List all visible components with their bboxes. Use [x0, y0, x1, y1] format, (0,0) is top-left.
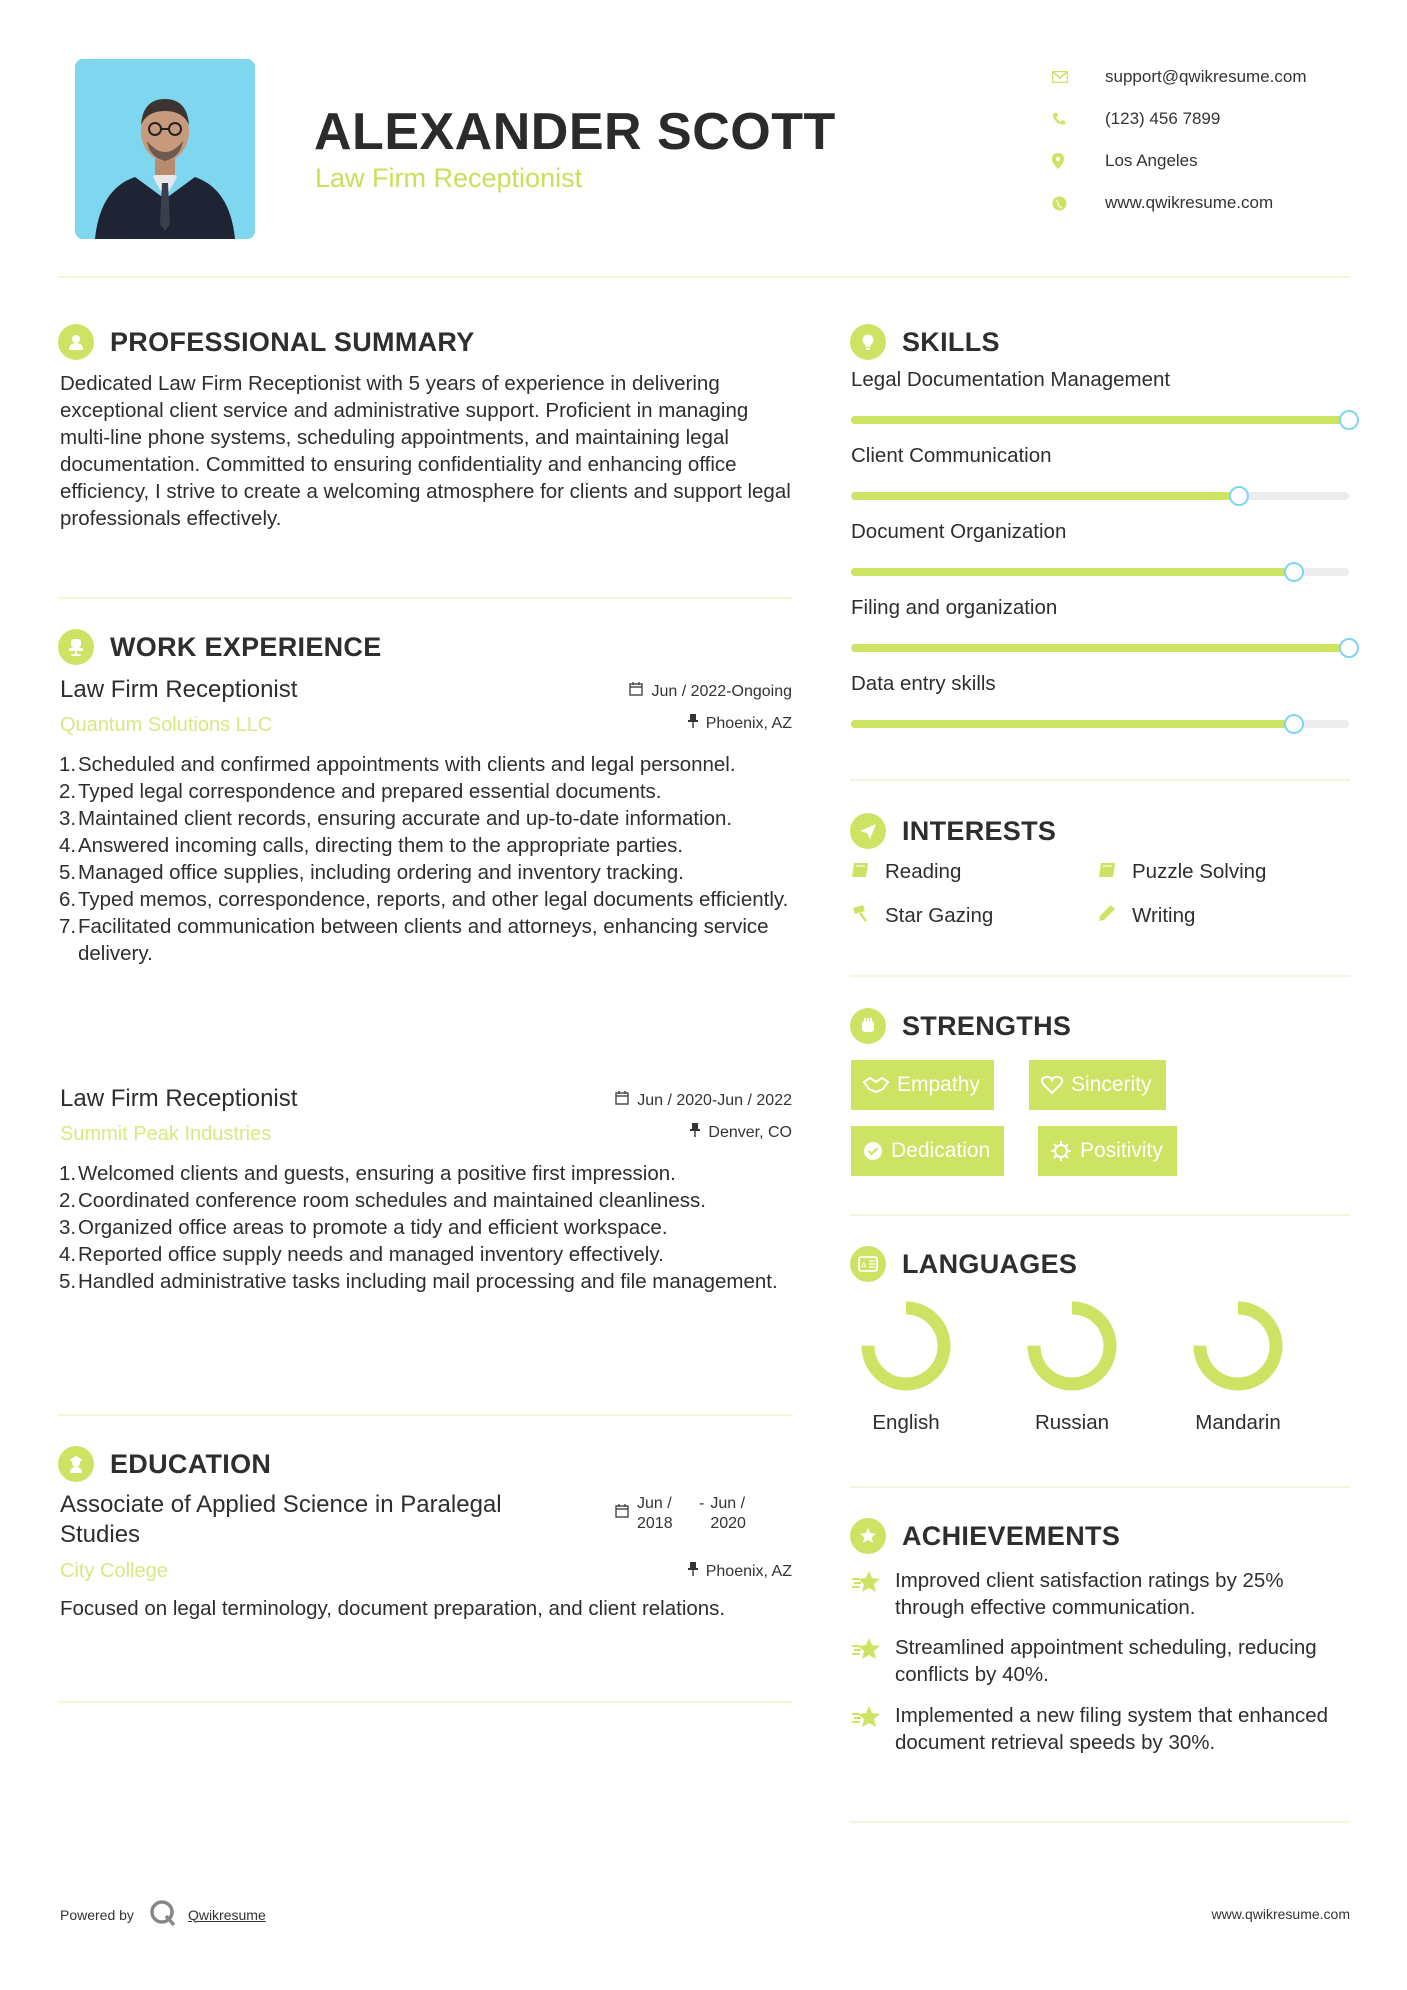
summary-divider — [58, 597, 793, 599]
skill-knob — [1339, 410, 1359, 430]
book-icon — [851, 860, 885, 884]
achievement-text: Improved client satisfaction ratings by 25% through effective communication. — [895, 1569, 1284, 1619]
pencil-icon — [1098, 904, 1132, 928]
book-icon — [1098, 860, 1132, 884]
shooting-star-icon — [851, 1567, 895, 1621]
job-location — [688, 714, 792, 733]
profile-photo — [75, 59, 255, 239]
language-ring — [1024, 1298, 1120, 1394]
footer-powered-by — [60, 1898, 266, 1931]
list-item: Maintained client records, ensuring accurate and up-to-date information. — [78, 807, 733, 830]
language-name: Mandarin — [1195, 1411, 1281, 1434]
strengths-divider — [850, 1214, 1350, 1216]
achievements-divider — [850, 1821, 1350, 1823]
star-badge-icon — [850, 1518, 886, 1554]
calendar-icon — [629, 682, 643, 701]
list-item: Answered incoming calls, directing them to the appropriate parties. — [78, 834, 684, 857]
interest-label: Writing — [1132, 904, 1196, 927]
skill-name: Document Organization — [851, 520, 1067, 543]
list-item: Managed office supplies, including ordering and inventory tracking. — [78, 861, 684, 884]
skill-track — [851, 644, 1349, 652]
skill-name: Client Communication — [851, 444, 1052, 467]
candidate-title: Law Firm Receptionist — [315, 163, 583, 193]
job-date-text: Jun / 2022-Ongoing — [651, 682, 792, 700]
skill-knob — [1339, 638, 1359, 658]
skills-heading — [850, 324, 1000, 360]
job-date — [629, 682, 792, 701]
language-name: Russian — [1034, 1411, 1110, 1434]
skill-item — [851, 368, 1351, 444]
strength-label: Sincerity — [1071, 1073, 1152, 1096]
strength-badge — [851, 1126, 1004, 1176]
skill-track — [851, 416, 1349, 424]
globe-icon — [1052, 196, 1086, 211]
achievements-title: ACHIEVEMENTS — [902, 1520, 1121, 1551]
experience-divider — [58, 1414, 793, 1416]
job-role: Law Firm Receptionist — [60, 676, 298, 703]
lightbulb-icon — [850, 324, 886, 360]
shooting-star-icon — [851, 1702, 895, 1756]
location-pin-icon — [1052, 153, 1086, 169]
contact-list — [1052, 56, 1307, 224]
interests-title: INTERESTS — [902, 815, 1057, 846]
interest-label: Star Gazing — [885, 904, 994, 927]
job-date-text: Jun / 2020-Jun / 2022 — [637, 1091, 792, 1109]
achievements-heading — [850, 1518, 1120, 1554]
strength-label: Dedication — [891, 1139, 991, 1162]
skills-list — [851, 368, 1351, 748]
list-item: Facilitated communication between clients and attorneys, enhancing service delivery. — [78, 915, 769, 965]
powered-by-text: Powered by — [60, 1906, 134, 1923]
strength-label: Positivity — [1080, 1139, 1163, 1162]
list-item: Scheduled and confirmed appointments with clients and legal personnel. — [78, 753, 736, 776]
calendar-icon — [615, 1091, 629, 1110]
list-item: Organized office areas to promote a tidy and efficient workspace. — [78, 1216, 668, 1239]
education-dates — [615, 1494, 766, 1534]
education-title: EDUCATION — [110, 1448, 272, 1479]
education-location-text: Phoenix, AZ — [705, 1562, 792, 1580]
svg-text:A: A — [861, 1261, 867, 1270]
skill-knob — [1284, 714, 1304, 734]
envelope-icon — [1052, 71, 1086, 83]
sun-icon — [1050, 1140, 1072, 1162]
education-heading — [58, 1446, 271, 1482]
skill-name: Filing and organization — [851, 596, 1058, 619]
languages-heading — [850, 1246, 1077, 1282]
translate-icon — [850, 1246, 886, 1282]
list-item: Typed legal correspondence and prepared essential documents. — [78, 780, 662, 803]
contact-email[interactable] — [1052, 56, 1307, 98]
strengths-title: STRENGTHS — [902, 1010, 1072, 1041]
contact-website[interactable] — [1052, 182, 1307, 224]
list-item: Coordinated conference room schedules and maintained cleanliness. — [78, 1189, 706, 1212]
education-end: Jun / 2020 — [710, 1495, 746, 1532]
skill-fill — [851, 416, 1349, 424]
contact-location — [1052, 140, 1307, 182]
skill-name: Data entry skills — [851, 672, 996, 695]
education-entry — [60, 1490, 792, 1622]
job-entry — [60, 676, 792, 967]
skill-fill — [851, 644, 1349, 652]
candidate-name: ALEXANDER SCOTT — [314, 103, 836, 161]
job-company: Summit Peak Industries — [60, 1123, 272, 1145]
job-duties — [60, 751, 792, 967]
strength-label: Empathy — [897, 1073, 980, 1096]
chair-icon — [58, 629, 94, 665]
shooting-star-icon — [851, 1634, 895, 1688]
skills-divider — [850, 779, 1350, 781]
job-date — [615, 1091, 792, 1110]
job-role: Law Firm Receptionist — [60, 1085, 298, 1112]
skill-name: Legal Documentation Management — [851, 368, 1171, 391]
education-school: City College — [60, 1560, 168, 1582]
list-item: Typed memos, correspondence, reports, and other legal documents efficiently. — [78, 888, 789, 911]
strength-badge — [1038, 1126, 1177, 1176]
contact-email-text: support@qwikresume.com — [1105, 67, 1307, 86]
interest-item — [1098, 860, 1266, 884]
graduate-icon — [58, 1446, 94, 1482]
skill-item — [851, 444, 1351, 520]
strength-badge — [851, 1060, 994, 1110]
footer-url[interactable]: www.qwikresume.com — [1211, 1906, 1350, 1922]
heart-icon — [1041, 1075, 1063, 1095]
pushpin-icon — [688, 1562, 698, 1581]
job-entry — [60, 1085, 792, 1295]
skill-fill — [851, 720, 1294, 728]
skill-track — [851, 720, 1349, 728]
education-start: Jun / 2018 — [637, 1495, 673, 1532]
interest-item — [851, 860, 961, 884]
strength-badge — [1029, 1060, 1166, 1110]
language-name: English — [872, 1411, 940, 1434]
contact-phone-text: (123) 456 7899 — [1105, 109, 1221, 128]
check-circle-icon — [863, 1141, 883, 1161]
experience-heading — [58, 629, 382, 665]
summary-heading — [58, 324, 475, 360]
paper-plane-icon — [850, 813, 886, 849]
list-item: Handled administrative tasks including mail processing and file management. — [78, 1270, 778, 1293]
language-item — [1173, 1298, 1303, 1435]
languages-title: LANGUAGES — [902, 1248, 1078, 1279]
contact-website-text: www.qwikresume.com — [1105, 193, 1274, 212]
language-ring — [1190, 1298, 1286, 1394]
interest-label: Reading — [885, 860, 962, 883]
achievement-text: Implemented a new filing system that enhanced document retrieval speeds by 30%. — [895, 1704, 1329, 1754]
contact-location-text: Los Angeles — [1105, 151, 1198, 170]
header-divider — [58, 276, 1350, 278]
job-location-text: Denver, CO — [708, 1123, 792, 1141]
achievement-item — [851, 1702, 1351, 1756]
strengths-heading — [850, 1008, 1071, 1044]
skills-title: SKILLS — [902, 326, 1000, 357]
language-item — [841, 1298, 971, 1435]
qwikresume-logo-icon — [148, 1898, 178, 1931]
interest-label: Puzzle Solving — [1132, 860, 1267, 883]
pushpin-icon — [690, 1123, 700, 1142]
interest-item — [851, 904, 993, 928]
language-ring — [858, 1298, 954, 1394]
telescope-icon — [851, 904, 885, 928]
list-item: Reported office supply needs and managed inventory effectively. — [78, 1243, 664, 1266]
interests-divider — [850, 975, 1350, 977]
skill-knob — [1229, 486, 1249, 506]
handshake-icon — [863, 1076, 889, 1094]
fist-icon — [850, 1008, 886, 1044]
education-degree: Associate of Applied Science in Paralegal Studies — [60, 1491, 502, 1548]
contact-phone[interactable] — [1052, 98, 1307, 140]
education-location — [688, 1562, 792, 1581]
language-item — [1007, 1298, 1137, 1435]
languages-divider — [850, 1486, 1350, 1488]
skill-fill — [851, 568, 1294, 576]
list-item: Welcomed clients and guests, ensuring a positive first impression. — [78, 1162, 676, 1185]
achievement-item — [851, 1567, 1351, 1621]
user-icon — [58, 324, 94, 360]
skill-item — [851, 672, 1351, 748]
skill-track — [851, 492, 1349, 500]
skill-knob — [1284, 562, 1304, 582]
job-duties — [60, 1160, 792, 1295]
skill-track — [851, 568, 1349, 576]
interest-item — [1098, 904, 1195, 928]
experience-title: WORK EXPERIENCE — [110, 631, 382, 662]
interests-heading — [850, 813, 1056, 849]
skill-fill — [851, 492, 1239, 500]
skill-item — [851, 520, 1351, 596]
achievement-text: Streamlined appointment scheduling, reducing conflicts by 40%. — [895, 1636, 1317, 1686]
skill-item — [851, 596, 1351, 672]
summary-text: Dedicated Law Firm Receptionist with 5 years of experience in delivering exceptional client service and administrative support. Proficient in managing multi-line phone systems, scheduling appointments, and maintaining legal documentation. Committed to ensuring confidentiality and enhancing office efficiency, I strive to create a welcoming atmosphere for clients and support legal professionals effectively. — [60, 372, 791, 530]
phone-icon — [1052, 112, 1086, 126]
achievement-item — [851, 1634, 1351, 1688]
summary-title: PROFESSIONAL SUMMARY — [110, 326, 475, 357]
education-description: Focused on legal terminology, document preparation, and client relations. — [60, 1597, 726, 1620]
education-divider — [58, 1701, 793, 1703]
job-location-text: Phoenix, AZ — [705, 714, 792, 732]
calendar-icon — [615, 1504, 629, 1534]
footer-brand-link[interactable]: Qwikresume — [187, 1906, 266, 1923]
job-location — [690, 1123, 792, 1142]
job-company: Quantum Solutions LLC — [60, 714, 273, 736]
date-separator: - — [699, 1495, 705, 1512]
pushpin-icon — [688, 714, 698, 733]
